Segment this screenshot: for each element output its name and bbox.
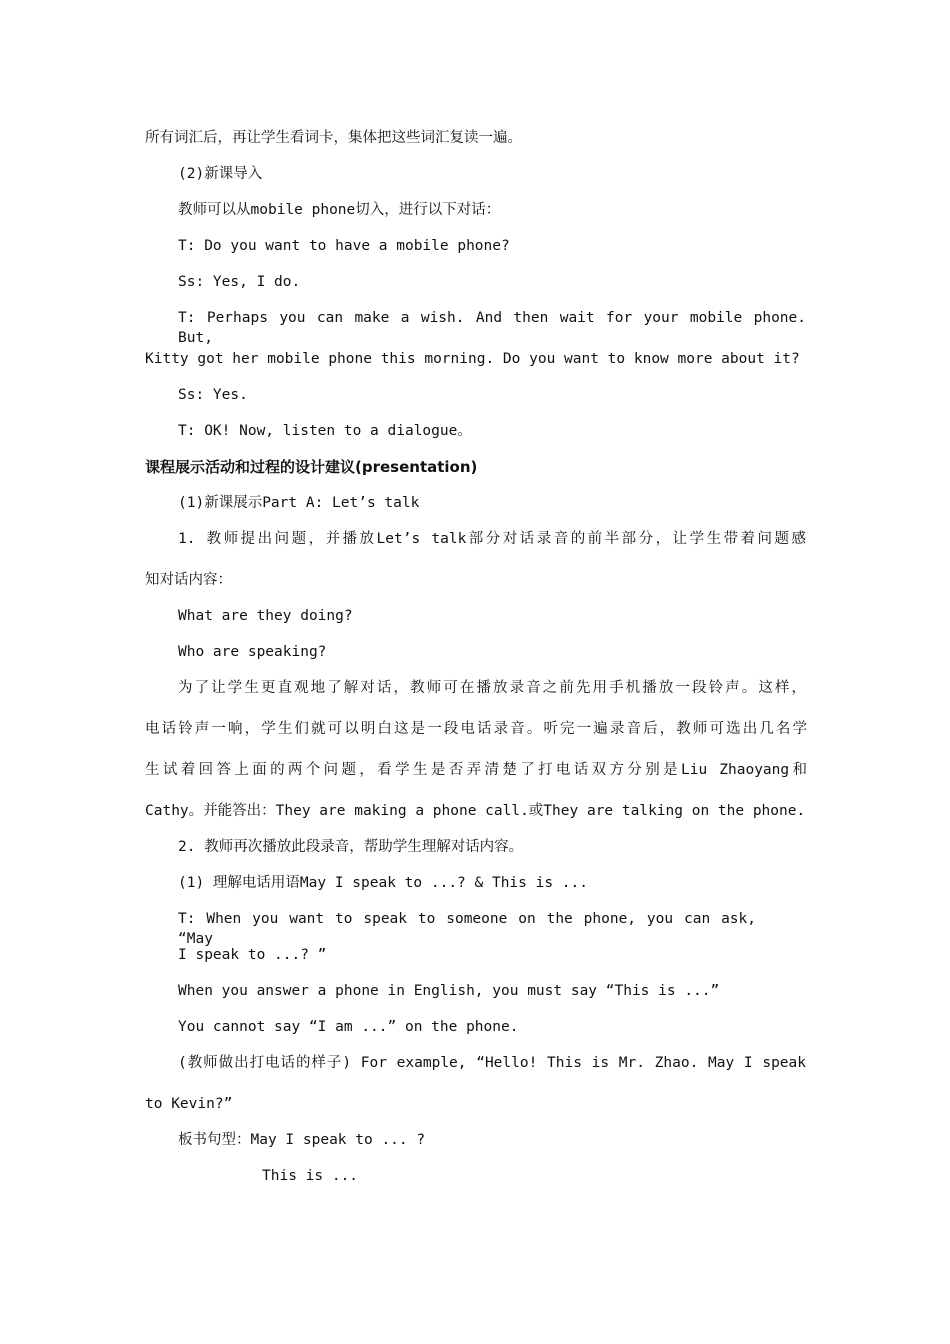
dialogue-line: Ss: Yes, I do.	[178, 274, 301, 290]
dialogue-line: Kitty got her mobile phone this morning. Do you want to know more about it?	[145, 351, 800, 367]
paragraph-line: 电话铃声一响，学生们就可以明白这是一段电话录音。听完一遍录音后，教师可选出几名学	[145, 721, 807, 737]
dialogue-line: T: Do you want to have a mobile phone?	[178, 238, 510, 254]
dialogue-line: T: OK! Now, listen to a dialogue。	[178, 423, 472, 439]
section-heading-presentation: 课程展示活动和过程的设计建议(presentation)	[145, 458, 478, 476]
paragraph-line: 1. 教师提出问题，并播放Let’s talk部分对话录音的前半部分，让学生带着问题感	[178, 531, 806, 547]
blackboard-pattern-line: This is ...	[262, 1168, 359, 1184]
paragraph-line: 2. 教师再次播放此段录音，帮助学生理解对话内容。	[178, 839, 524, 855]
blackboard-pattern-line: 板书句型：May I speak to ... ?	[178, 1132, 426, 1148]
dialogue-line: (教师做出打电话的样子) For example, “Hello! This is Mr. Zhao. May I speak	[178, 1055, 806, 1071]
dialogue-line: T: When you want to speak to someone on the phone, you can ask, “May	[178, 911, 756, 947]
dialogue-line: to Kevin?”	[145, 1096, 233, 1112]
paragraph-line: 教师可以从mobile phone切入，进行以下对话：	[178, 202, 501, 218]
paragraph-line: 为了让学生更直观地了解对话，教师可在播放录音之前先用手机播放一段铃声。这样，	[178, 680, 806, 696]
dialogue-line: I speak to ...? ”	[178, 947, 327, 963]
dialogue-line: Ss: Yes.	[178, 387, 248, 403]
sub-heading-phone-phrases: (1) 理解电话用语May I speak to ...? & This is ...	[178, 875, 588, 891]
dialogue-line: T: Perhaps you can make a wish. And then wait for your mobile phone. But,	[178, 310, 806, 346]
question-line: What are they doing?	[178, 608, 353, 624]
paragraph-line: 知对话内容：	[145, 572, 232, 588]
paragraph-line: Cathy。并能答出：They are making a phone call.或They are talking on the phone.	[145, 803, 806, 819]
dialogue-line: You cannot say “I am ...” on the phone.	[178, 1019, 519, 1035]
sub-heading-part-a: (1)新课展示Part A: Let’s talk	[178, 495, 420, 511]
paragraph-line: 生试着回答上面的两个问题，看学生是否弄清楚了打电话双方分别是Liu Zhaoyang和	[145, 762, 807, 778]
paragraph-line: 所有词汇后，再让学生看词卡，集体把这些词汇复读一遍。	[145, 130, 522, 146]
dialogue-line: When you answer a phone in English, you must say “This is ...”	[178, 983, 720, 999]
section-heading-new-lesson-intro: (2)新课导入	[178, 166, 263, 182]
question-line: Who are speaking?	[178, 644, 327, 660]
